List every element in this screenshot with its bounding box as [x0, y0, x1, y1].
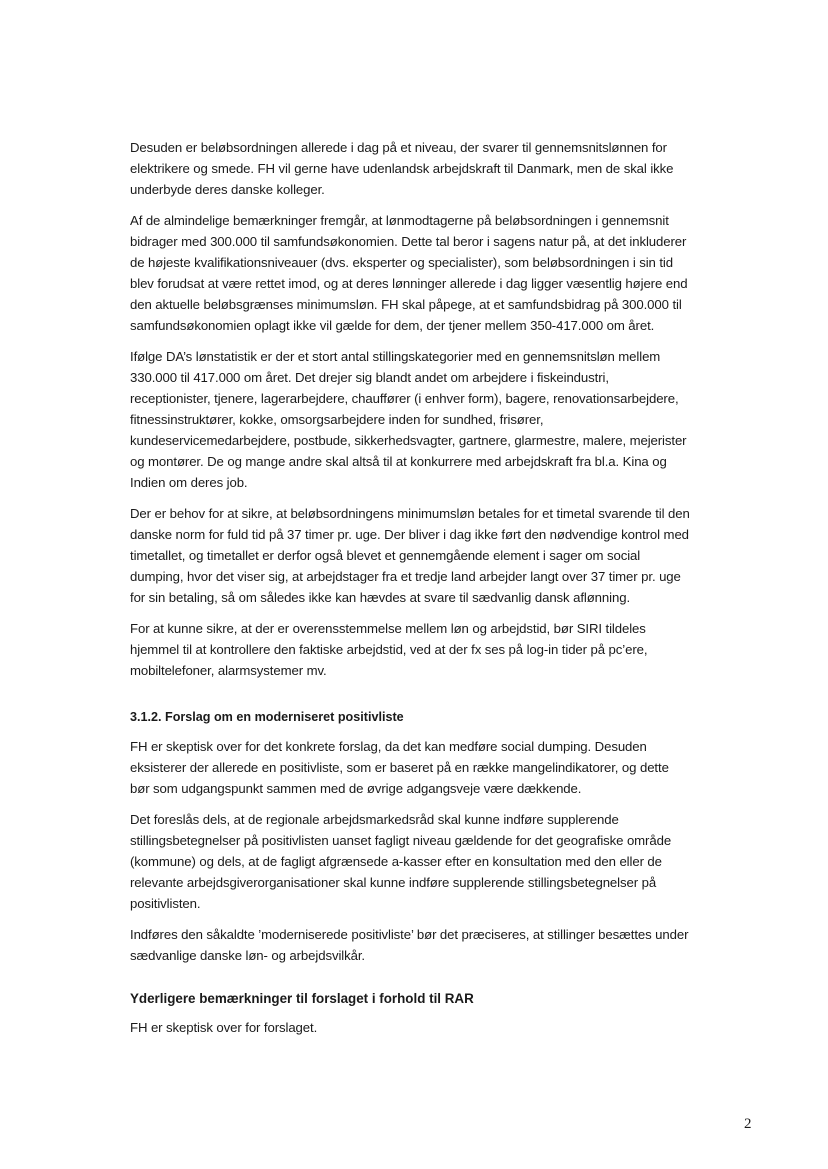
body-paragraph: Ifølge DA’s lønstatistik er der et stort antal stillingskategorier med en gennemsnitsløn mellem 330.000 til 417.000 om året. Det drejer sig blandt andet om arbejdere i fiskeindustri, receptionister, tjenere, lagerarbejdere, chauffører (i enhver form), bagere, renovationsarbejdere, fitnessinstruktører, kokke, omsorgsarbejdere inden for sundhed, frisører, kundeservicemedarbejdere, postbude, sikkerhedsvagter, gartnere, glarmestre, malere, mejerister og montører. De og mange andre skal altså til at konkurrere med arbejdskraft fra bl.a. Kina og Indien om deres job. — [130, 349, 687, 490]
body-paragraph: FH er skeptisk over for forslaget. — [130, 1020, 318, 1035]
page-number: 2 — [744, 1116, 752, 1132]
body-paragraph: FH er skeptisk over for det konkrete forslag, da det kan medføre social dumping. Desuden eksisterer der allerede en positivliste, som er baseret på en række mangelindikatorer, og dette bør som udgangspunkt sammen med de øvrige adgangsveje være dækkende. — [130, 739, 669, 796]
body-paragraph: Der er behov for at sikre, at beløbsordningens minimumsløn betales for et timetal svarende til den danske norm for fuld tid på 37 timer pr. uge. Der bliver i dag ikke ført den nødvendige kontrol med timetallet, og timetallet er derfor også blevet et gennemgående element i sager om social dumping, hvor det viser sig, at arbejdstager fra et tredje land arbejder langt over 37 timer pr. uge for sin betaling, så om således ikke kan hævdes at svare til sædvanlig dansk aflønning. — [130, 506, 690, 605]
body-paragraph: Det foreslås dels, at de regionale arbejdsmarkedsråd skal kunne indføre supplerende stillingsbetegnelser på positivlisten uanset fagligt niveau gældende for det geografiske område (kommune) og dels, at de fagligt afgrænsede a-kasser efter en konsultation med den eller de relevante arbejdsgiverorganisationer skal kunne indføre supplerende stillingsbetegnelser på positivlisten. — [130, 812, 672, 911]
section-heading: Yderligere bemærkninger til forslaget i forhold til RAR — [130, 991, 474, 1006]
body-paragraph: For at kunne sikre, at der er overensstemmelse mellem løn og arbejdstid, bør SIRI tildeles hjemmel til at kontrollere den faktiske arbejdstid, ved at der fx ses på log-in tider på pc’ere, mobiltelefoner, alarmsystemer mv. — [130, 621, 648, 678]
body-paragraph: Indføres den såkaldte ’moderniserede positivliste’ bør det præciseres, at stillinger besættes under sædvanlige danske løn- og arbejdsvilkår. — [130, 927, 689, 963]
body-paragraph: Af de almindelige bemærkninger fremgår, at lønmodtagerne på beløbsordningen i gennemsnit bidrager med 300.000 til samfundsøkonomien. Dette tal beror i sagens natur på, at det inkluderer de højeste kvalifikationsniveauer (dvs. eksperter og specialister), som beløbsordningen i sin tid blev forudsat at være rettet imod, og at deres lønninger allerede i dag ligger væsentlig højere end den aktuelle beløbsgrænses minimumsløn. FH skal påpege, at et samfundsbidrag på 300.000 til samfundsøkonomien oplagt ikke vil gælde for dem, der tjener mellem 350-417.000 om året. — [130, 213, 688, 333]
section-heading: 3.1.2. Forslag om en moderniseret positivliste — [130, 710, 404, 724]
body-paragraph: Desuden er beløbsordningen allerede i dag på et niveau, der svarer til gennemsnitslønnen for elektrikere og smede. FH vil gerne have udenlandsk arbejdskraft til Danmark, men de skal ikke underbyde deres danske kolleger. — [130, 140, 674, 197]
document-body — [130, 137, 690, 1048]
